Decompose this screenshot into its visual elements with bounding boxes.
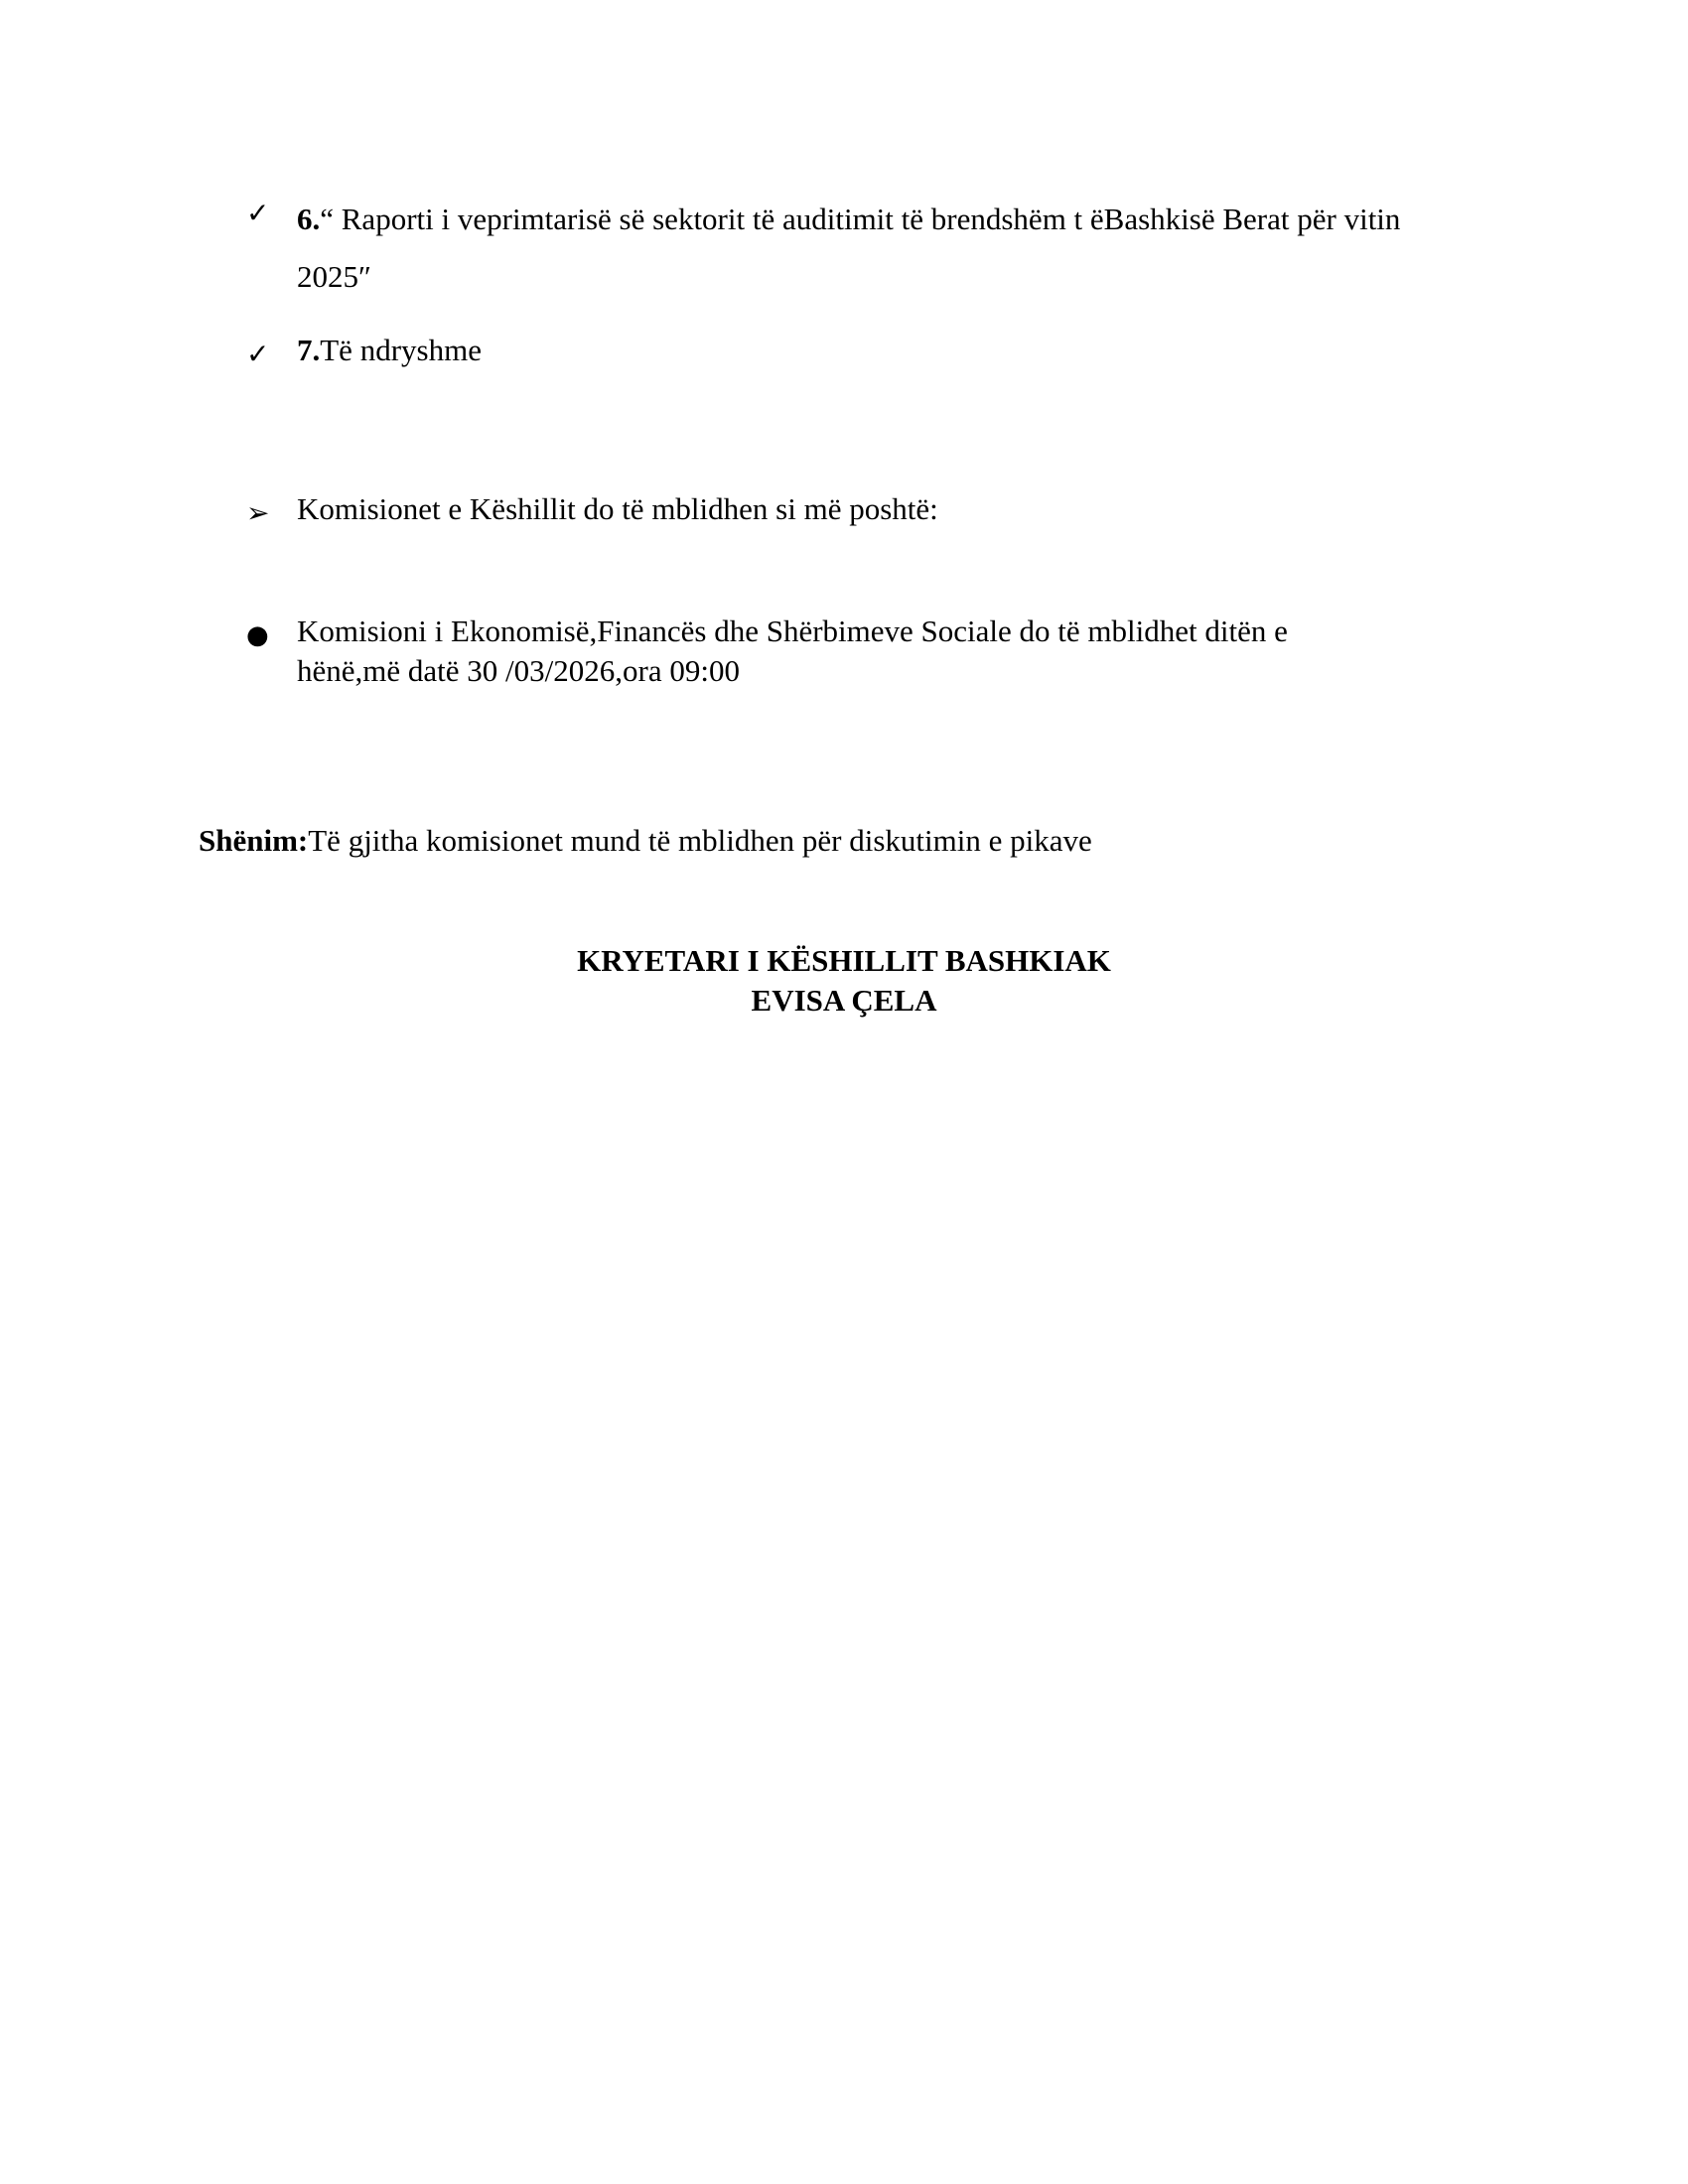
signature-name: EVISA ÇELA (751, 983, 937, 1018)
note-text: Të gjitha komisionet mund të mblidhen për diskutimin e pikave (308, 823, 1092, 858)
agenda-item-number: 6. (297, 202, 321, 236)
commission-item (297, 612, 1528, 691)
bullet-icon: ● (246, 620, 269, 650)
arrow-right-icon: ➢ (246, 496, 270, 529)
note-label: Shënim: (199, 823, 309, 858)
note (199, 821, 1489, 861)
agenda-item-text: Të ndryshme (320, 333, 482, 367)
agenda-item-continuation: 2025″ (297, 259, 371, 294)
agenda-item-7 (297, 331, 1528, 370)
commissions-intro: Komisionet e Këshillit do të mblidhen si më poshtë: (297, 491, 938, 526)
check-icon: ✓ (246, 197, 270, 229)
check-icon: ✓ (246, 338, 270, 370)
agenda-item-6 (297, 191, 1528, 306)
agenda-item-text: “ Raporti i veprimtarisë së sektorit të auditimit të brendshëm t ëBashkisë Berat për vitin (320, 202, 1401, 236)
commission-line-2: hënë,më datë 30 /03/2026,ora 09:00 (297, 653, 740, 688)
commission-line-1: Komisioni i Ekonomisë,Financës dhe Shërbimeve Sociale do të mblidhet ditën e (297, 614, 1288, 648)
signature-title: KRYETARI I KËSHILLIT BASHKIAK (577, 943, 1111, 978)
signature-block (0, 941, 1688, 1021)
agenda-item-number: 7. (297, 333, 321, 367)
